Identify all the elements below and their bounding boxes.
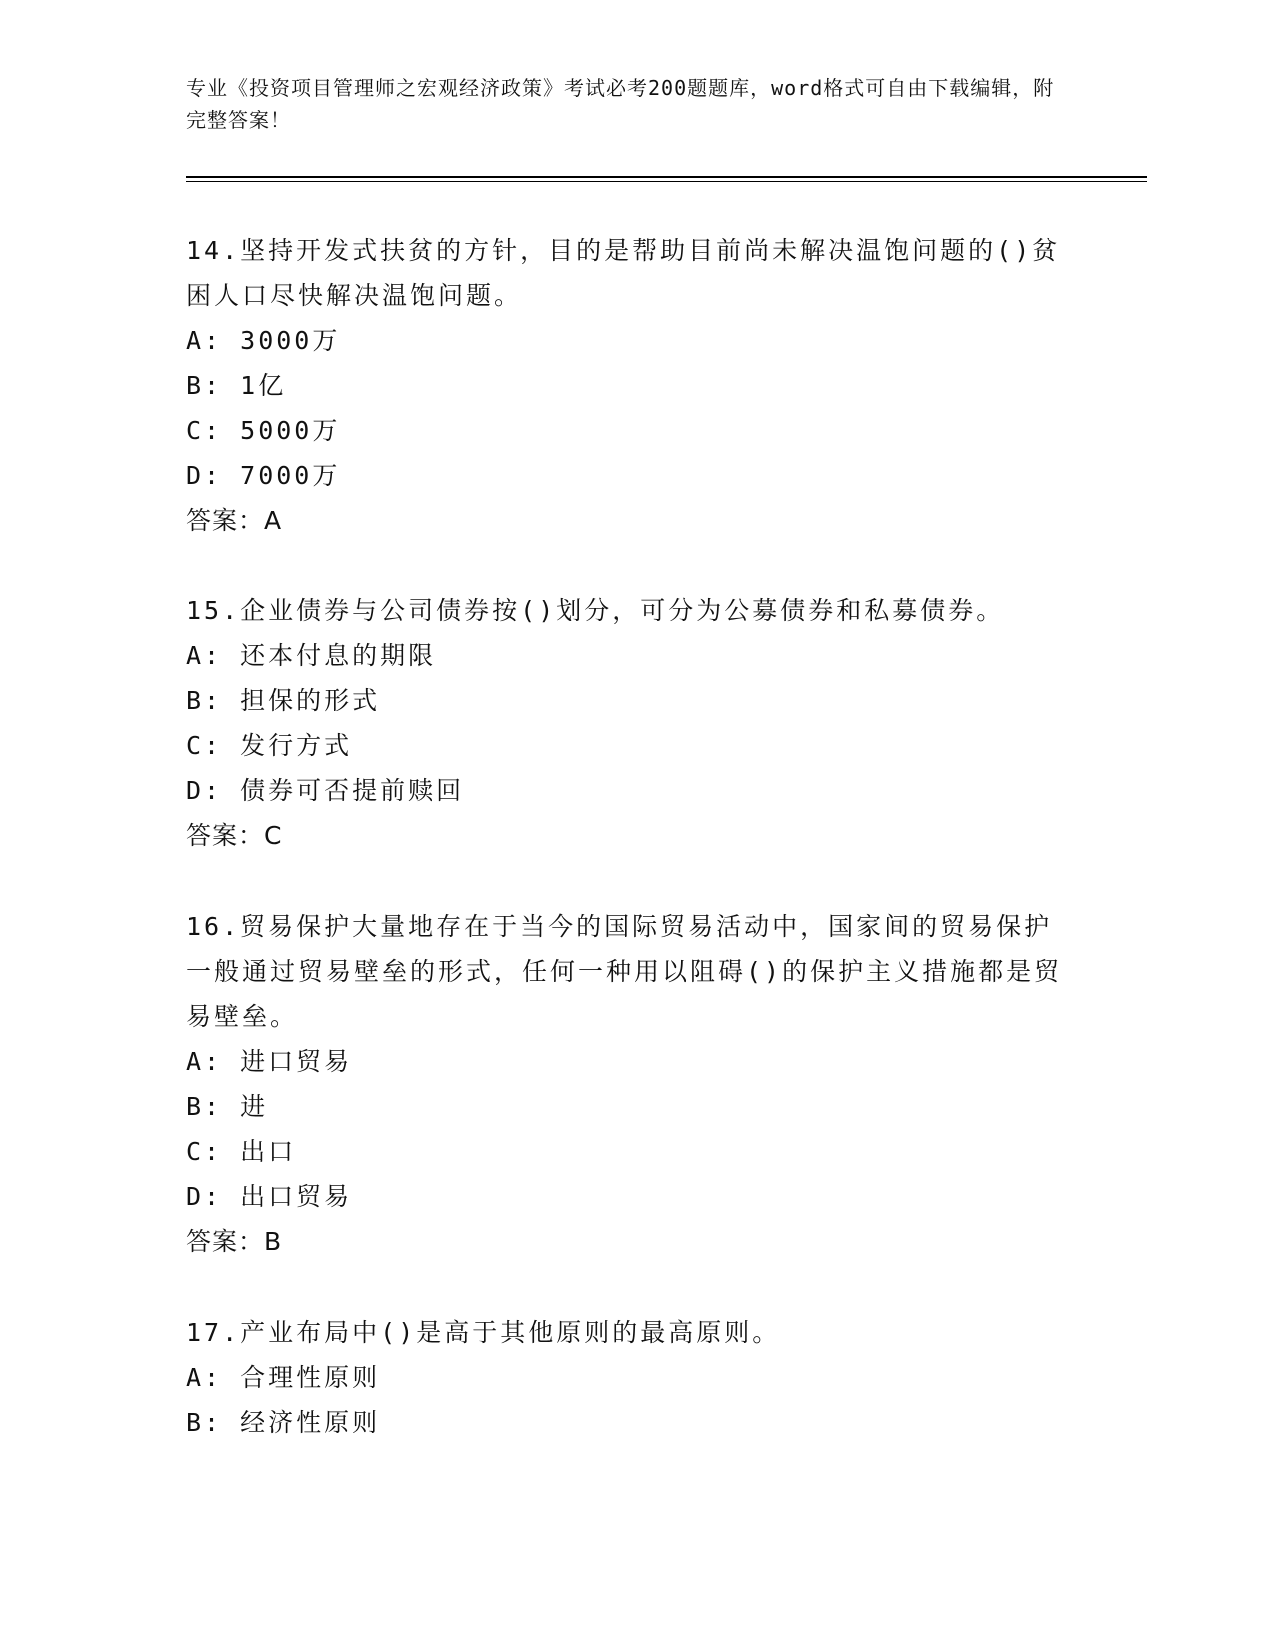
answer: 答案：A <box>186 506 283 535</box>
option-a: A: 还本付息的期限 <box>186 641 437 670</box>
question-14 <box>186 228 1066 543</box>
option-a: A: 进口贸易 <box>186 1047 353 1076</box>
question-text: 17.产业布局中()是高于其他原则的最高原则。 <box>186 1318 781 1347</box>
answer: 答案：C <box>186 821 283 850</box>
question-text: 16.贸易保护大量地存在于当今的国际贸易活动中，国家间的贸易保护一般通过贸易壁垒的形式，任何一种用以阻碍()的保护主义措施都是贸易壁垒。 <box>186 912 1063 1031</box>
option-c: C: 发行方式 <box>186 731 353 760</box>
option-d: D: 7000万 <box>186 461 341 490</box>
question-17 <box>186 1310 1066 1445</box>
question-15 <box>186 588 1066 858</box>
option-c: C: 出口 <box>186 1137 297 1166</box>
question-text: 14.坚持开发式扶贫的方针，目的是帮助目前尚未解决温饱问题的()贫困人口尽快解决温饱问题。 <box>186 236 1061 310</box>
option-b: B: 进 <box>186 1092 269 1121</box>
header-rule-thin <box>186 181 1147 182</box>
option-b: B: 经济性原则 <box>186 1408 381 1437</box>
option-d: D: 出口贸易 <box>186 1182 353 1211</box>
header-rule-thick <box>186 176 1147 178</box>
option-c: C: 5000万 <box>186 416 341 445</box>
answer: 答案：B <box>186 1227 283 1256</box>
question-16 <box>186 904 1066 1264</box>
option-a: A: 3000万 <box>186 326 341 355</box>
option-d: D: 债券可否提前赎回 <box>186 776 465 805</box>
option-a: A: 合理性原则 <box>186 1363 381 1392</box>
option-b: B: 担保的形式 <box>186 686 381 715</box>
document-header: 专业《投资项目管理师之宏观经济政策》考试必考200题题库，word格式可自由下载编辑，附完整答案！ <box>186 76 1055 132</box>
question-text: 15.企业债券与公司债券按()划分，可分为公募债券和私募债券。 <box>186 596 1005 625</box>
option-b: B: 1亿 <box>186 371 287 400</box>
